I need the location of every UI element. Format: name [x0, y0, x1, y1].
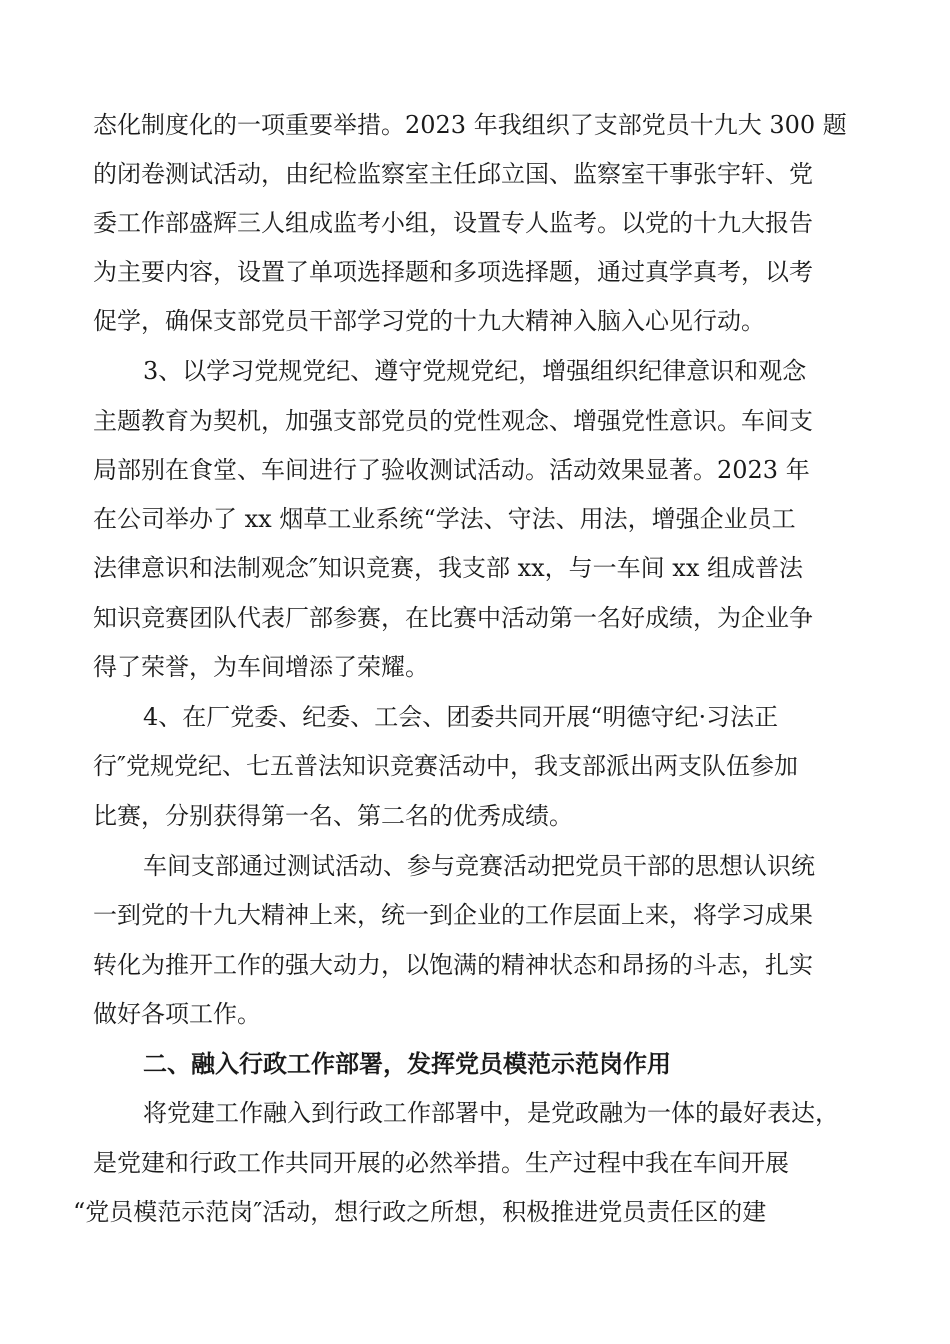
text-line: 在公司举办了 xx 烟草工业系统“学法、守法、用法，增强企业员工: [93, 505, 796, 533]
text-line: 是党建和行政工作共同开展的必然举措。生产过程中我在车间开展: [93, 1149, 789, 1177]
text-line: 为主要内容，设置了单项选择题和多项选择题，通过真学真考，以考: [93, 258, 813, 286]
text-line: 一到党的十九大精神上来，统一到企业的工作层面上来，将学习成果: [93, 901, 813, 929]
text-line: 3、以学习党规党纪、遵守党规党纪，增强组织纪律意识和观念: [143, 357, 807, 385]
text-line: 态化制度化的一项重要举措。2023 年我组织了支部党员十九大 300 题: [93, 111, 847, 139]
text-line: 4、在厂党委、纪委、工会、团委共同开展“明德守纪·习法正: [143, 703, 779, 731]
text-line: 比赛，分别获得第一名、第二名的优秀成绩。: [93, 802, 573, 830]
text-line: 法律意识和法制观念″知识竞赛，我支部 xx，与一车间 xx 组成普法: [93, 554, 803, 582]
text-line: 做好各项工作。: [93, 1000, 261, 1028]
text-line: 转化为推开工作的强大动力，以饱满的精神状态和昂扬的斗志，扎实: [93, 951, 813, 979]
text-line: 委工作部盛辉三人组成监考小组，设置专人监考。以党的十九大报告: [93, 209, 813, 237]
text-line: 车间支部通过测试活动、参与竞赛活动把党员干部的思想认识统: [143, 852, 815, 880]
text-line: 得了荣誉，为车间增添了荣耀。: [93, 653, 429, 681]
text-line: 主题教育为契机，加强支部党员的党性观念、增强党性意识。车间支: [93, 407, 813, 435]
section-heading: 二、融入行政工作部署，发挥党员模范示范岗作用: [143, 1050, 671, 1078]
text-line: “党员模范示范岗″活动，想行政之所想，积极推进党员责任区的建: [73, 1198, 767, 1226]
text-line: 行″党规党纪、七五普法知识竞赛活动中，我支部派出两支队伍参加: [93, 752, 798, 780]
text-line: 知识竞赛团队代表厂部参赛，在比赛中活动第一名好成绩，为企业争: [93, 604, 813, 632]
text-line: 局部别在食堂、车间进行了验收测试活动。活动效果显著。2023 年: [93, 456, 810, 484]
text-line: 的闭卷测试活动，由纪检监察室主任邱立国、监察室干事张宇轩、党: [93, 160, 813, 188]
text-line: 将党建工作融入到行政工作部署中，是党政融为一体的最好表达，: [143, 1099, 839, 1127]
text-line: 促学，确保支部党员干部学习党的十九大精神入脑入心见行动。: [93, 307, 765, 335]
